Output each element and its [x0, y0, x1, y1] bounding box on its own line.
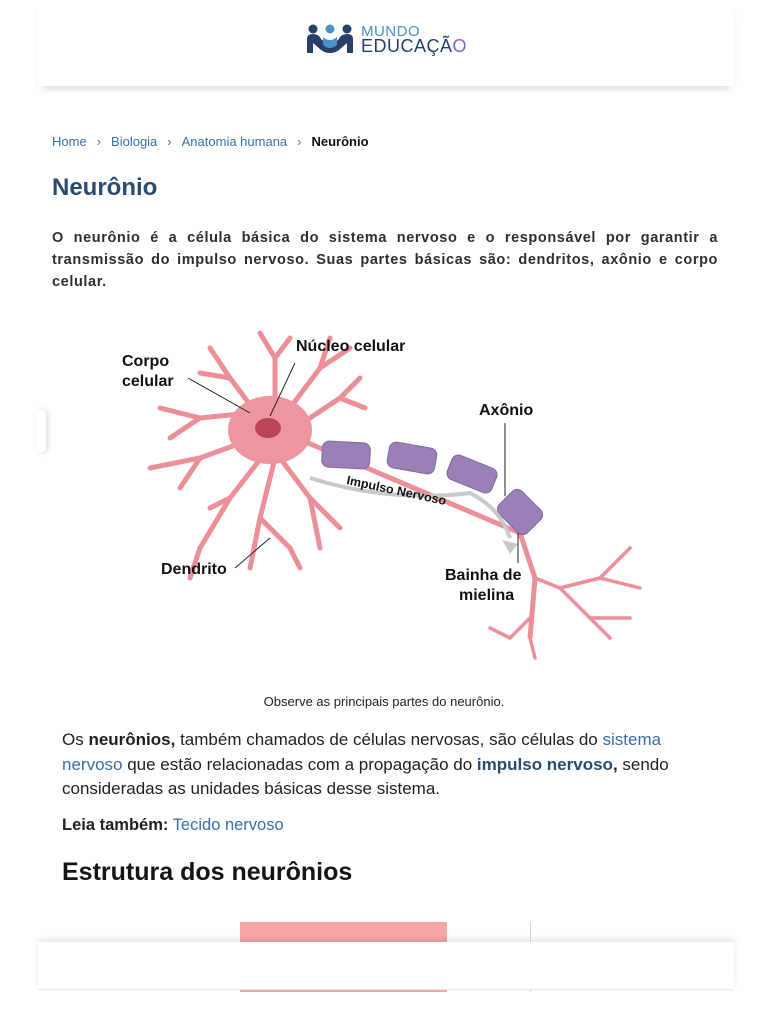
label-nucleo: Núcleo celular: [296, 338, 406, 355]
para-text: que estão relacionadas com a propagação do: [122, 754, 477, 774]
site-header: [38, 0, 734, 86]
neuron-figure: [90, 318, 670, 678]
read-also: [62, 816, 284, 835]
impulse-arrowhead: [502, 540, 518, 554]
breadcrumb-separator: ›: [167, 134, 172, 149]
breadcrumb: [52, 134, 369, 149]
breadcrumb-separator: ›: [297, 134, 302, 149]
label-impulso: Impulso Nervoso: [345, 473, 448, 509]
figure-caption: Observe as principais partes do neurônio.: [263, 694, 505, 709]
para-text: também chamados de células nervosas, são células do: [175, 730, 603, 749]
label-bainha: Bainha de: [445, 567, 522, 584]
label-celular: celular: [122, 373, 174, 390]
logo-line2: [360, 36, 468, 56]
page-title: Neurônio: [52, 174, 158, 201]
breadcrumb-separator: ›: [96, 134, 102, 149]
logo-people-icon: [305, 23, 355, 55]
article-lead: O neurônio é a célula básica do sistema nervoso e o responsável por garantir a transmissão do impulso nervoso. Suas partes básicas são: dendritos, axônio e corpo celular.: [52, 230, 718, 290]
para-text: sendo consideradas as unidades básicas desse sistema.: [62, 754, 669, 798]
site-logo[interactable]: [305, 23, 467, 55]
breadcrumb-anatomia[interactable]: Anatomia humana: [181, 134, 288, 149]
label-dendrito: Dendrito: [161, 561, 227, 578]
side-share-tab[interactable]: [36, 410, 46, 452]
logo-line2-main: EDUCAÇÃ: [360, 36, 453, 56]
bottom-ad-bar: [38, 942, 734, 990]
read-also-link[interactable]: Tecido nervoso: [172, 816, 284, 834]
label-mielina: mielina: [459, 587, 515, 604]
para-bold-comma: ,: [612, 754, 618, 774]
breadcrumb-biologia[interactable]: Biologia: [111, 134, 158, 149]
para-bold-neuronios: neurônios,: [88, 730, 176, 749]
logo-wordmark: [361, 24, 467, 54]
logo-line2-accent: O: [452, 36, 468, 56]
neuron-illustration: [90, 318, 670, 678]
link-impulso-nervoso[interactable]: impulso nervoso: [476, 754, 613, 774]
section-title: Estrutura dos neurônios: [62, 858, 353, 886]
breadcrumb-home[interactable]: Home: [52, 134, 87, 149]
read-also-label: Leia também:: [62, 816, 169, 834]
breadcrumb-current: Neurônio: [311, 134, 369, 149]
cell-nucleus: [255, 418, 281, 438]
para-text: Os: [62, 730, 89, 749]
logo-line1: MUNDO: [360, 23, 421, 40]
link-sistema-nervoso[interactable]: sistema nervoso: [62, 730, 662, 774]
label-corpo: Corpo: [122, 353, 170, 370]
label-axonio: Axônio: [479, 402, 534, 419]
article-paragraph: [62, 728, 702, 802]
